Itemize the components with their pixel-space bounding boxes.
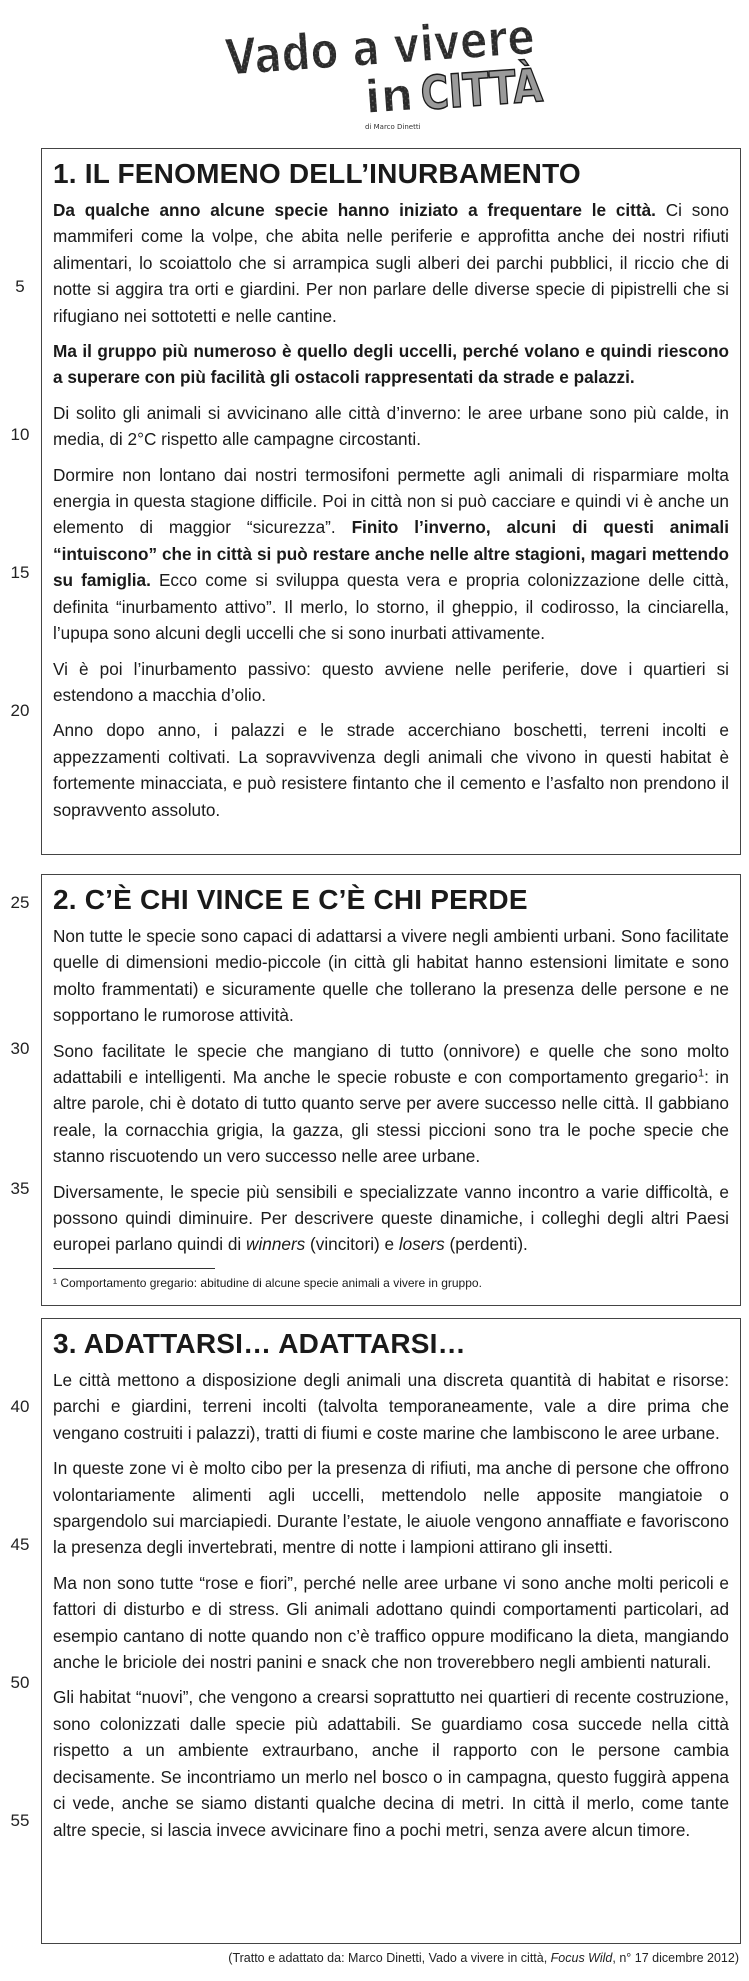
logo-author: di Marco Dinetti: [365, 123, 421, 131]
paragraph: [53, 462, 729, 647]
logo-line1: Vado a vivere: [223, 8, 555, 88]
text-run: Ci sono mammiferi come la volpe, che abita nelle periferie e approfitta anche dei nostri rifiuti alimentari, lo scoiattolo che si arrampica sugli alberi dei parchi pubblici, il riccio che di notte si aggira tra orti e giardini. Per non parlare delle diverse specie di pipistrelli che si rifugiano nei sottotetti e nelle cantine.: [53, 200, 729, 326]
text-run: losers: [398, 1234, 445, 1255]
source-suffix: , n° 17 dicembre 2012): [612, 1951, 739, 1965]
section-adattarsi: [41, 1318, 741, 1944]
line-number: 45: [10, 1535, 30, 1554]
section-body: [53, 923, 729, 1258]
text-run: Da qualche anno alcune specie hanno iniziato a frequentare le città.: [53, 200, 656, 220]
paragraph: [53, 1179, 729, 1258]
logo-line2-citta: CITTÀ: [418, 56, 555, 121]
text-run: Diversamente, le specie più sensibili e specializzate vanno incontro a varie difficoltà, e possono quindi diminuire. Per descrivere queste dinamiche, i colleghi degli altri Paesi europei parlano quindi di: [53, 1181, 729, 1255]
footnote-divider: [53, 1268, 215, 1269]
title-logo-graphic: [215, 8, 555, 134]
paragraph: [53, 338, 729, 391]
paragraph: [53, 656, 729, 709]
line-number: 15: [10, 563, 30, 582]
text-run: Dormire non lontano dai nostri termosifoni permette agli animali di risparmiare molta energia in questa stagione difficile. Poi in città non si può cacciare e quindi vi è anche un elemento di maggior “sicurezza”.: [53, 464, 729, 538]
line-number: 50: [10, 1673, 30, 1692]
text-run: In queste zone vi è molto cibo per la presenza di rifiuti, ma anche di persone che offrono volontariamente alimenti agli uccelli, mettendolo nelle apposite mangiatoie o spargendolo sui marciapiedi. Durante l’estate, le aiuole vengono annaffiate e favoriscono la presenza degli invertebrati, mentre di notte i lampioni attirano gli insetti.: [53, 1458, 729, 1558]
line-number: 5: [15, 277, 25, 296]
text-run: Le città mettono a disposizione degli animali una discreta quantità di habitat e risorse: parchi e giardini, terreni incolti (talvolta temporaneamente, vale a dire prima che vengano costruiti i palazzi), tratti di fiumi e coste marine che lambiscono le aree urbane.: [53, 1370, 729, 1443]
text-run: Sono facilitate le specie che mangiano di tutto (onnivore) e quelle che sono molto adattabili e intelligenti. Ma anche le specie robuste e con comportamento gregario: [53, 1040, 729, 1088]
text-run: : in altre parole, chi è dotato di tutto quanto serve per avere successo nelle città. Il gabbiano reale, la cornacchia grigia, la gazza, gli stessi piccioni sono tra le poche specie che stanno riscuotendo un vero successo nelle aree urbane.: [53, 1067, 729, 1167]
text-run: (vincitori) e: [305, 1234, 399, 1255]
footnote-ref: 1: [697, 1067, 705, 1080]
text-run: Vi è poi l’inurbamento passivo: questo avviene nelle periferie, dove i quartieri si estendono a macchia d’olio.: [53, 658, 729, 705]
line-number: 40: [10, 1397, 30, 1416]
section-title: 1. IL FENOMENO DELL’INURBAMENTO: [53, 158, 581, 189]
text-run: Non tutte le specie sono capaci di adattarsi a vivere negli ambienti urbani. Sono facilitate quelle di dimensioni medio-piccole (in città gli habitat hanno estensioni limitate e sono molto frammentati) e sicuramente quelle che tollerano la presenza delle persone e ne sopportano le rumorose attività.: [53, 926, 729, 1026]
text-run: Anno dopo anno, i palazzi e le strade accerchiano boschetti, terreni incolti e appezzamenti coltivati. La sopravvivenza degli animali che vivono in questi habitat è fortemente minacciata, e può resistere fintanto che il cemento e l’asfalto non prendono il sopravvento assoluto.: [53, 720, 729, 820]
text-run: Ma il gruppo più numeroso è quello degli uccelli, perché volano e quindi riescono a superare con più facilità gli ostacoli rappresentati da strade e palazzi.: [53, 341, 729, 388]
title-logo: [215, 8, 555, 134]
paragraph: [53, 1684, 729, 1842]
paragraph: [53, 717, 729, 823]
line-number: 55: [10, 1811, 30, 1830]
paragraph: [53, 1038, 729, 1170]
line-number: 35: [10, 1179, 30, 1198]
paragraph: [53, 1455, 729, 1561]
text-run: Di solito gli animali si avvicinano alle città d’inverno: le aree urbane sono più calde, in media, di 2°C rispetto alle campagne circostanti.: [53, 402, 729, 450]
paragraph: [53, 923, 729, 1029]
footnote: ¹ Comportamento gregario: abitudine di alcune specie animali a vivere in gruppo.: [53, 1275, 482, 1290]
text-run: winners: [246, 1234, 306, 1255]
section-body: [53, 1367, 729, 1843]
logo-line2-in: in: [363, 67, 416, 125]
section-vince-perde: [41, 874, 741, 1306]
line-number: 25: [10, 893, 30, 912]
paragraph: [53, 1367, 729, 1446]
paragraph: [53, 197, 729, 329]
section-inurbamento: [41, 148, 741, 855]
text-run: (perdenti).: [444, 1234, 528, 1255]
source-prefix: (Tratto e adattato da: Marco Dinetti, Vado a vivere in città,: [228, 1951, 551, 1965]
section-title: 3. ADATTARSI… ADATTARSI…: [53, 1328, 466, 1359]
paragraph: [53, 1570, 729, 1676]
line-number: 10: [10, 425, 30, 444]
line-number: 30: [10, 1039, 30, 1058]
text-run: Gli habitat “nuovi”, che vengono a crearsi soprattutto nei quartieri di recente costruzione, sono colonizzati dalle specie più adattabili. Se guardiamo cosa succede nella città rispetto a un ambiente extraurbano, anche il rapporto con le persone cambia decisamente. Se incontriamo un merlo nel bosco o in campagna, questo fuggirà appena ci vede, anche se siamo distanti qualche decina di metri. In città il merlo, come tante altre specie, si lascia invece avvicinare fino a pochi metri, senza avere alcun timore.: [53, 1687, 729, 1840]
source-citation: [228, 1951, 739, 1965]
section-body: [53, 197, 729, 823]
section-title: 2. C’È CHI VINCE E C’È CHI PERDE: [53, 884, 528, 915]
line-number: 20: [10, 701, 30, 720]
text-run: Ma non sono tutte “rose e fiori”, perché nelle aree urbane vi sono anche molti pericoli e fattori di disturbo e di stress. Gli animali adottano quindi comportamenti particolari, ad esempio cantano di notte quando non c’è traffico oppure modificano la dieta, mangiando anche le briciole dei nostri panini e snack che non troverebbero negli ambienti naturali.: [53, 1572, 729, 1673]
text-run: Finito l’inverno, alcuni di questi animali “intuiscono” che in città si può restare anche nelle altre stagioni, magari mettendo su famiglia.: [53, 517, 729, 591]
text-run: Ecco come si sviluppa questa vera e propria colonizzazione delle città, definita “inurbamento attivo”. Il merlo, lo storno, il gheppio, il codirosso, la cinciarella, l’upupa sono alcuni degli uccelli che si sono inurbati attivamente.: [53, 570, 729, 644]
source-magazine: Focus Wild: [550, 1951, 613, 1965]
paragraph: [53, 400, 729, 453]
